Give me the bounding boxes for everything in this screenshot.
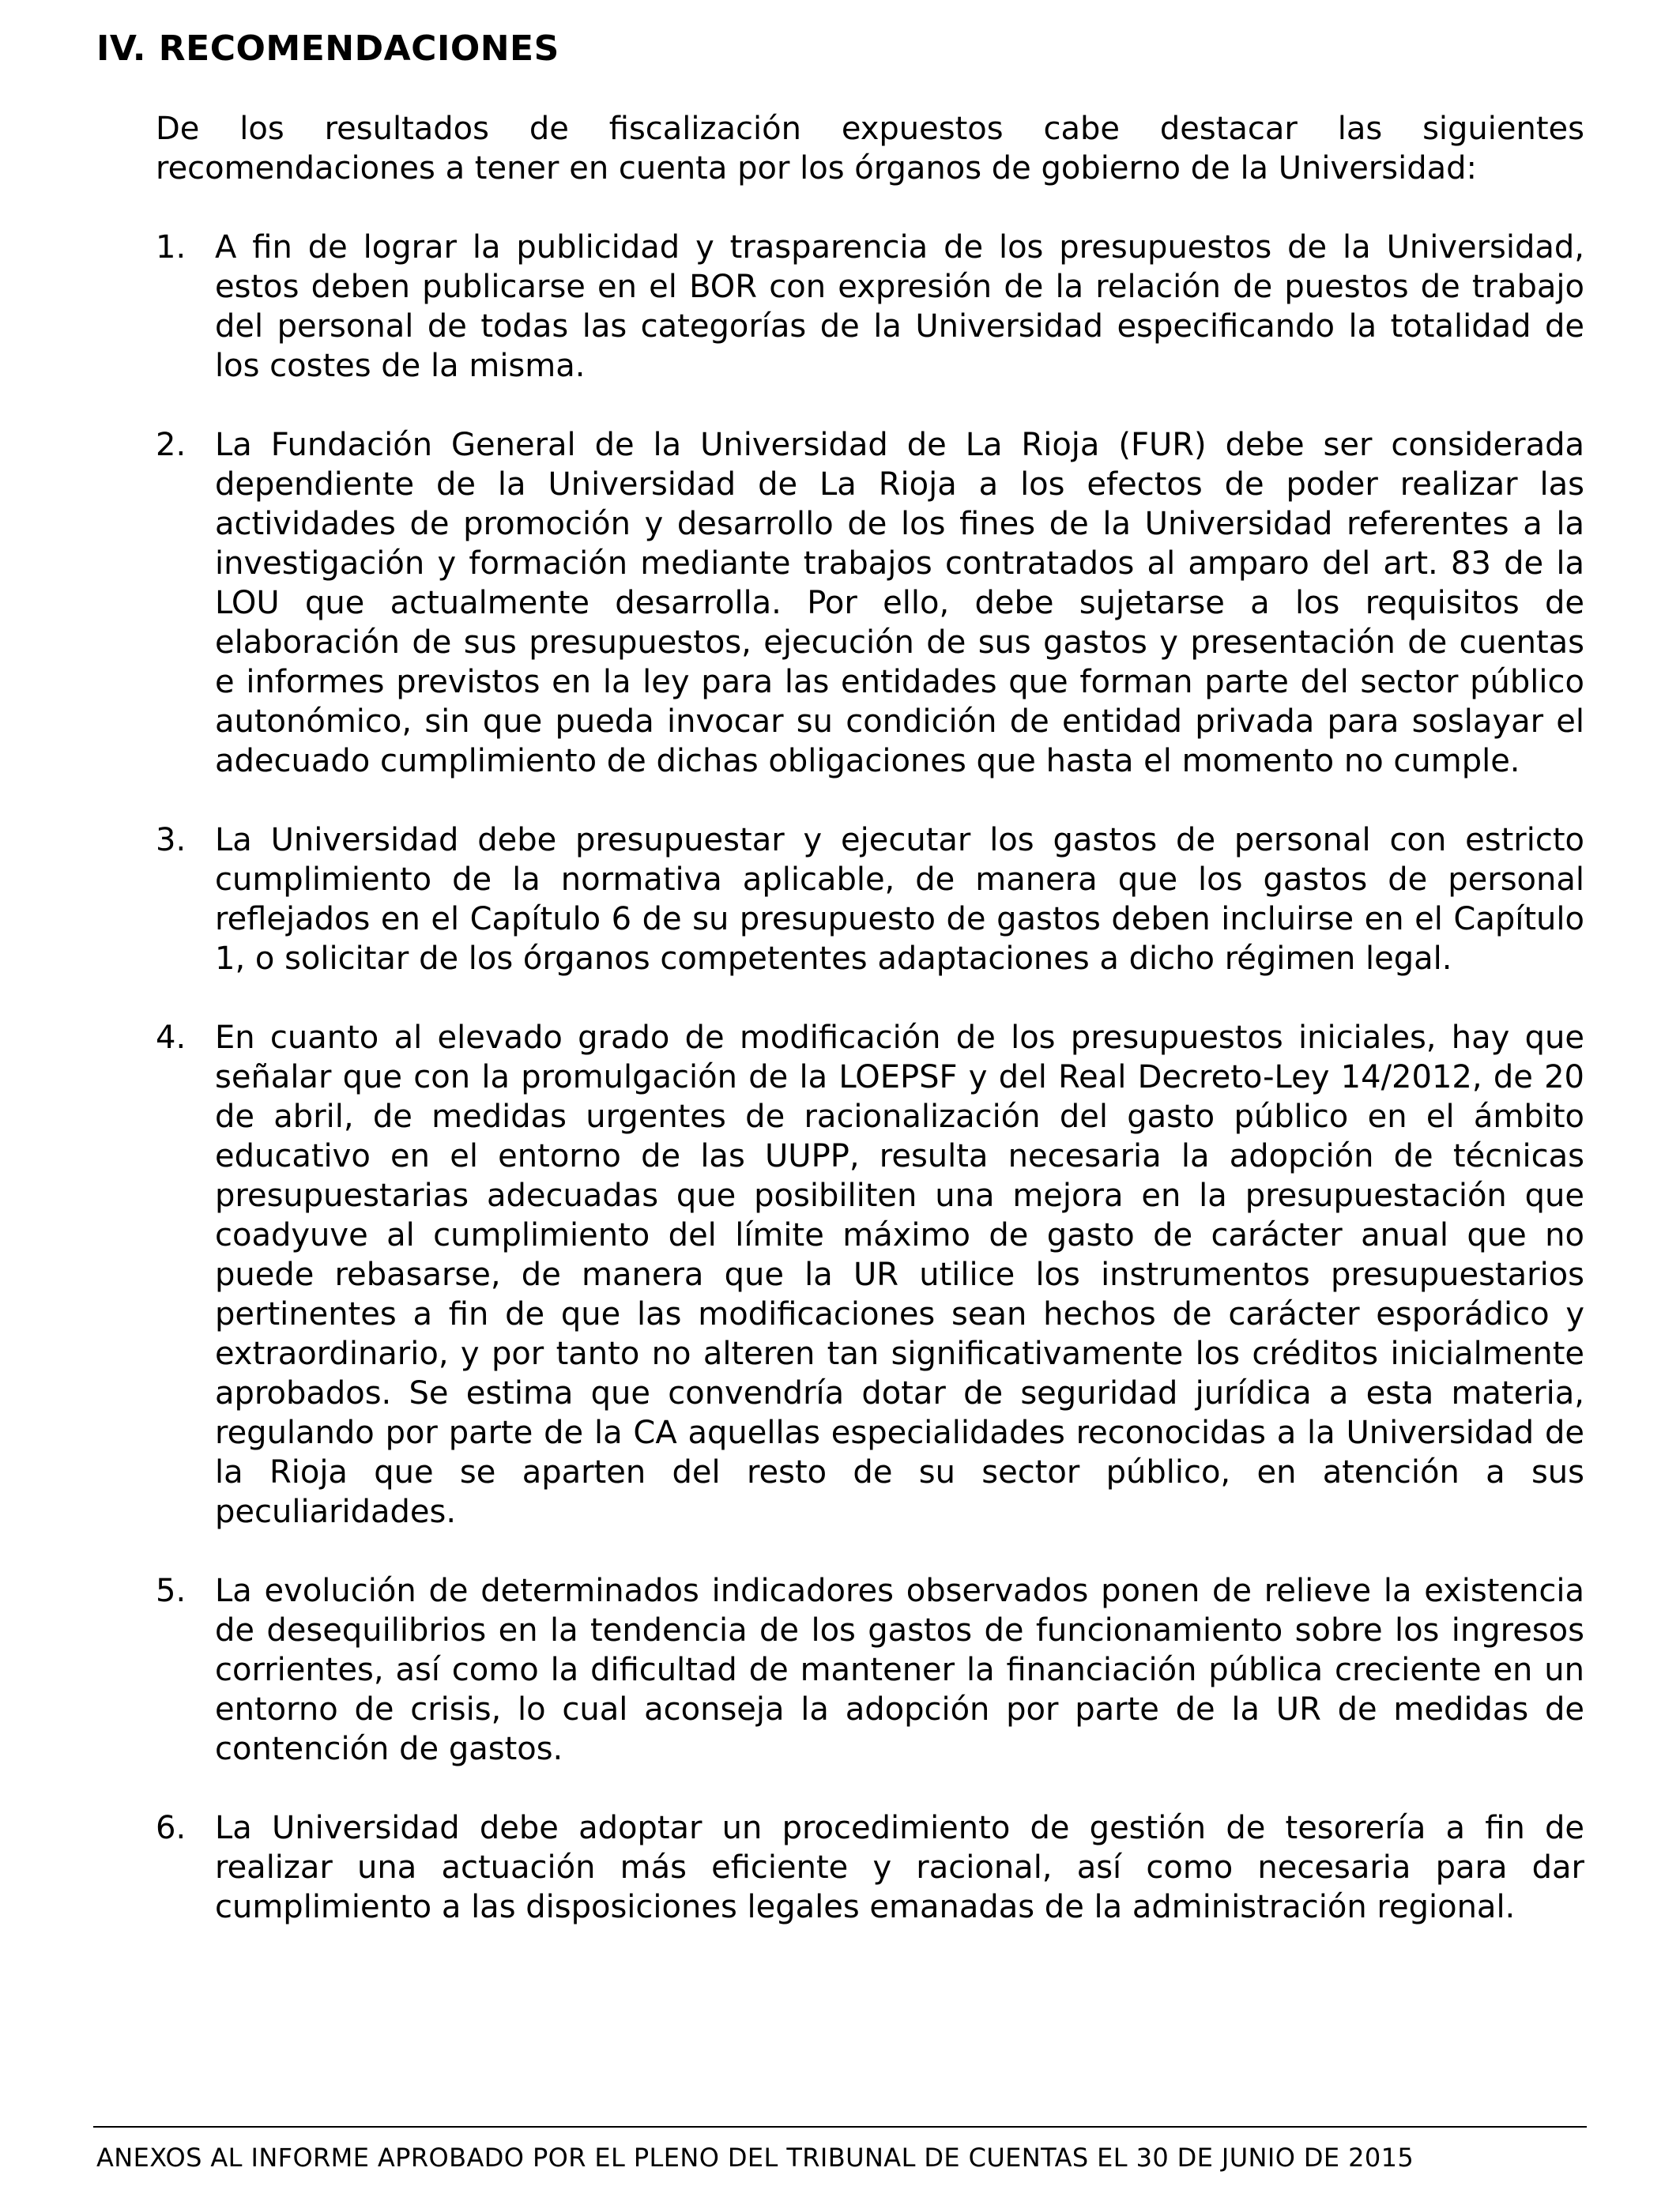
recommendation-number: 3. xyxy=(156,822,186,858)
recommendations-list xyxy=(0,228,1680,1966)
recommendation-item-1 xyxy=(0,228,1680,386)
recommendation-item-4 xyxy=(0,1018,1680,1532)
recommendation-number: 5. xyxy=(156,1573,186,1609)
recommendation-number: 6. xyxy=(156,1810,186,1846)
recommendation-number: 4. xyxy=(156,1020,186,1056)
recommendation-number: 1. xyxy=(156,229,186,266)
recommendation-item-5 xyxy=(0,1571,1680,1769)
intro-paragraph: De los resultados de fiscalización expuestos cabe destacar las siguientes recomendaciones a tener en cuenta por los órganos de gobierno de la Universidad: xyxy=(156,111,1584,187)
recommendation-text: La Fundación General de la Universidad de La Rioja (FUR) debe ser considerada dependiente de la Universidad de La Rioja a los efectos de poder realizar las actividades de promoción y desarrollo de los fines de la Universidad referentes a la investigación y formación mediante trabajos contratados al amparo del art. 83 de la LOU que actualmente desarrolla. Por ello, debe sujetarse a los requisitos de elaboración de sus presupuestos, ejecución de sus gastos y presentación de cuentas e informes previstos en la ley para las entidades que forman parte del sector público autonómico, sin que pueda invocar su condición de entidad privada para soslayar el adecuado cumplimiento de dichas obligaciones que hasta el momento no cumple. xyxy=(215,427,1584,779)
recommendation-text: A fin de lograr la publicidad y trasparencia de los presupuestos de la Universidad, estos deben publicarse en el BOR con expresión de la relación de puestos de trabajo del personal de todas las categorías de la Universidad especificando la totalidad de los costes de la misma. xyxy=(215,229,1584,384)
recommendation-text: La Universidad debe presupuestar y ejecutar los gastos de personal con estricto cumplimiento de la normativa aplicable, de manera que los gastos de personal reflejados en el Capítulo 6 de su presupuesto de gastos deben incluirse en el Capítulo 1, o solicitar de los órganos competentes adaptaciones a dicho régimen legal. xyxy=(215,822,1584,977)
recommendation-text: En cuanto al elevado grado de modificación de los presupuestos iniciales, hay que señalar que con la promulgación de la LOEPSF y del Real Decreto-Ley 14/2012, de 20 de abril, de medidas urgentes de racionalización del gasto público en el ámbito educativo en el entorno de las UUPP, resulta necesaria la adopción de técnicas presupuestarias adecuadas que posibiliten una mejora en la presupuestación que coadyuve al cumplimiento del límite máximo de gasto de carácter anual que no puede rebasarse, de manera que la UR utilice los instrumentos presupuestarios pertinentes a fin de que las modificaciones sean hechos de carácter esporádico y extraordinario, y por tanto no alteren tan significativamente los créditos inicialmente aprobados. Se estima que convendría dotar de seguridad jurídica a esta materia, regulando por parte de la CA aquellas especialidades reconocidas a la Universidad de la Rioja que se aparten del resto de su sector público, en atención a sus peculiaridades. xyxy=(215,1020,1584,1530)
recommendation-text: La evolución de determinados indicadores observados ponen de relieve la existencia de desequilibrios en la tendencia de los gastos de funcionamiento sobre los ingresos corrientes, así como la dificultad de mantener la financiación pública creciente en un entorno de crisis, lo cual aconseja la adopción por parte de la UR de medidas de contención de gastos. xyxy=(215,1573,1584,1767)
page-footer: ANEXOS AL INFORME APROBADO POR EL PLENO DEL TRIBUNAL DE CUENTAS EL 30 DE JUNIO DE 2015 xyxy=(96,2143,1414,2173)
recommendation-number: 2. xyxy=(156,427,186,463)
section-heading: IV. RECOMENDACIONES xyxy=(96,28,559,69)
recommendation-text: La Universidad debe adoptar un procedimiento de gestión de tesorería a fin de realizar una actuación más eficiente y racional, así como necesaria para dar cumplimiento a las disposiciones legales emanadas de la administración regional. xyxy=(215,1810,1584,1925)
recommendation-item-2 xyxy=(0,425,1680,781)
footer-divider xyxy=(93,2126,1587,2128)
recommendation-item-3 xyxy=(0,820,1680,978)
recommendation-item-6 xyxy=(0,1808,1680,1927)
